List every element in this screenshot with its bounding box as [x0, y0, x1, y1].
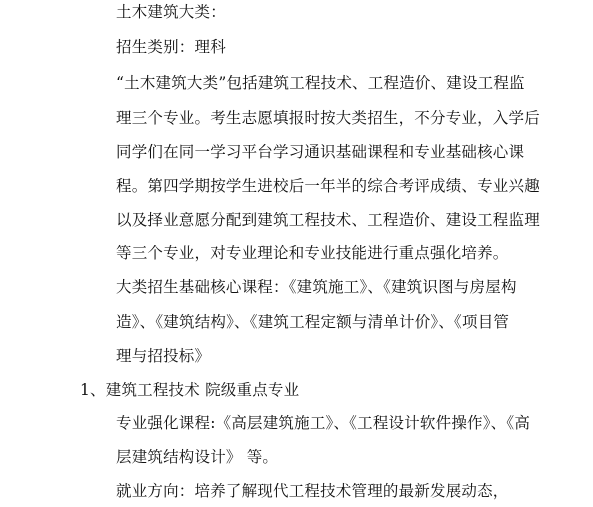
section-heading: 土木建筑大类： [116, 3, 226, 21]
core-courses-line: 大类招生基础核心课程：《建筑施工》、《建筑识图与房屋构 [116, 278, 517, 296]
paragraph-line: “土木建筑大类”包括建筑工程技术、工程造价、建设工程监 [116, 74, 525, 92]
specialized-courses-line: 专业强化课程:《高层建筑施工》、《工程设计软件操作》、《高 [116, 414, 531, 432]
career-direction-line: 就业方向：培养了解现代工程技术管理的最新发展动态， [116, 482, 509, 500]
paragraph-line: 理三个专业。考生志愿填报时按大类招生，不分专业，入学后 [116, 109, 540, 127]
paragraph-line: 程。第四学期按学生进校后一年半的综合考评成绩、专业兴趣 [116, 177, 540, 195]
specialized-courses-line: 层建筑结构设计》 等。 [116, 448, 279, 466]
major-heading: 1、建筑工程技术 院级重点专业 [80, 381, 300, 399]
paragraph-line: 以及择业意愿分配到建筑工程技术、工程造价、建设工程监理 [116, 211, 540, 229]
core-courses-line: 理与招投标》 [116, 347, 211, 365]
paragraph-line: 同学们在同一学习平台学习通识基础课程和专业基础核心课 [116, 143, 525, 161]
paragraph-line: 等三个专业，对专业理论和专业技能进行重点强化培养。 [116, 244, 509, 262]
enrollment-category: 招生类别：理科 [116, 38, 226, 56]
core-courses-line: 造》、《建筑结构》、《建筑工程定额与清单计价》、《项目管 [116, 313, 510, 331]
